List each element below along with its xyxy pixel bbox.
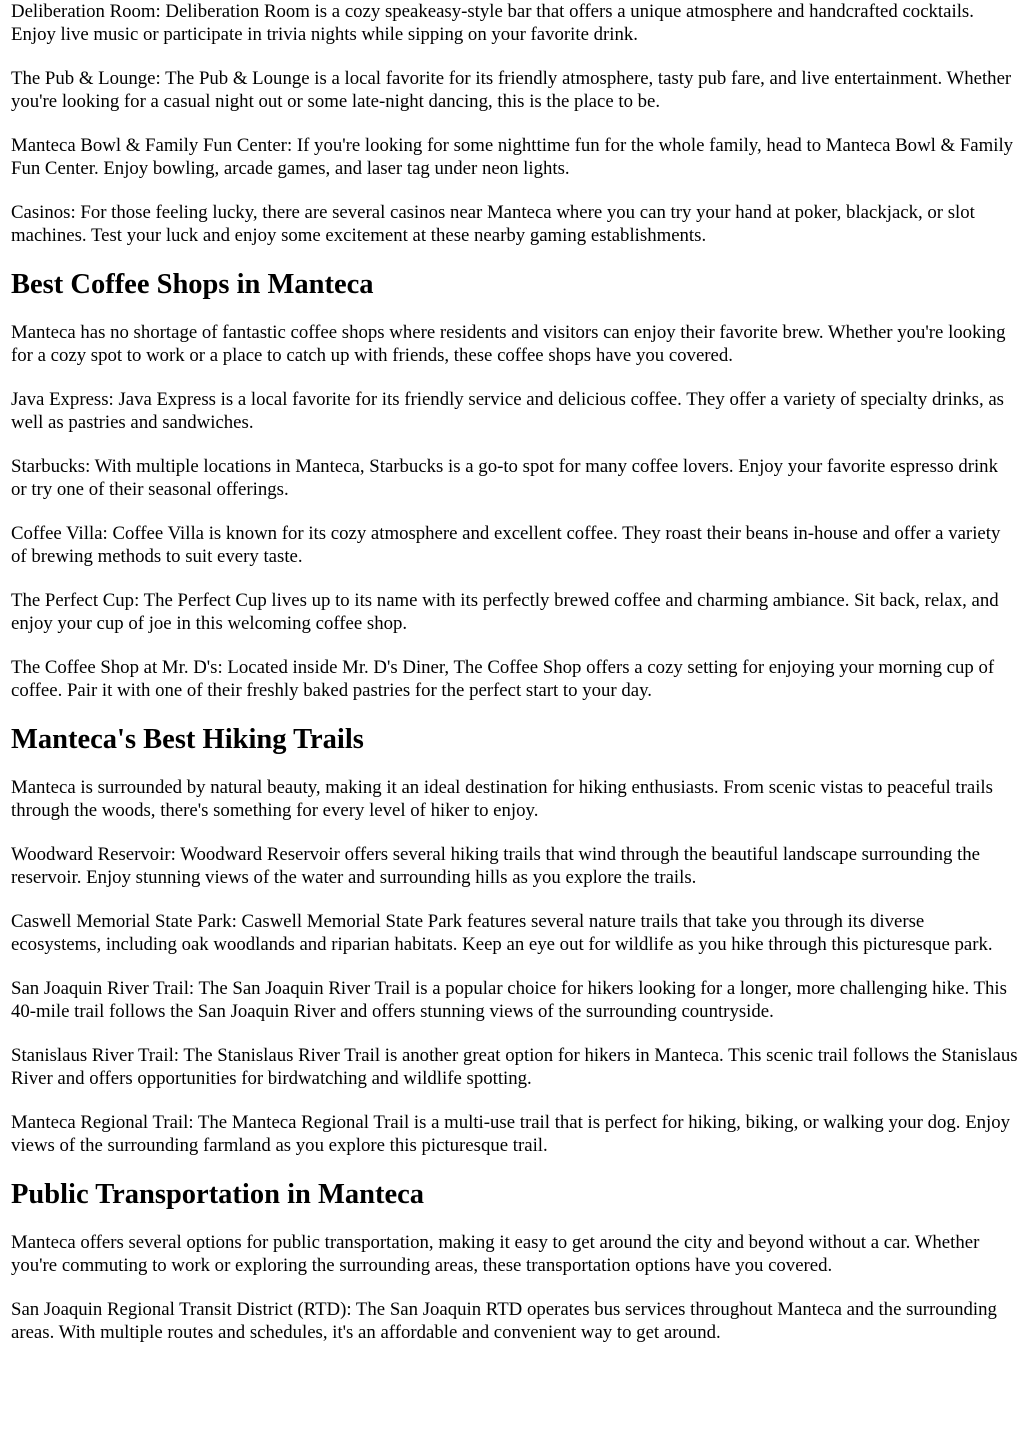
heading-coffee-shops: Best Coffee Shops in Manteca <box>11 269 374 300</box>
paragraph-stanislaus-trail: Stanislaus River Trail: The Stanislaus River Trail is another great option for hikers in Manteca. This scenic trail follows the Stanislaus River and offers opportunities for birdwatching and wildlife spotting. <box>11 1045 1018 1089</box>
paragraph-woodward-reservoir: Woodward Reservoir: Woodward Reservoir offers several hiking trails that wind through the beautiful landscape surrounding the reservoir. Enjoy stunning views of the water and surrounding hills as you explore the trails. <box>11 844 981 888</box>
paragraph-manteca-regional-trail: Manteca Regional Trail: The Manteca Regional Trail is a multi-use trail that is perfect for hiking, biking, or walking your dog. Enjoy views of the surrounding farmland as you explore this picturesque trail. <box>11 1112 1011 1156</box>
heading-hiking-trails: Manteca's Best Hiking Trails <box>11 724 364 755</box>
heading-public-transportation: Public Transportation in Manteca <box>11 1179 424 1210</box>
paragraph-deliberation-room: Deliberation Room: Deliberation Room is a cozy speakeasy-style bar that offers a unique atmosphere and handcrafted cocktails. Enjoy live music or participate in trivia nights while sipping on your favorite drink. <box>11 1 974 45</box>
paragraph-manteca-bowl: Manteca Bowl & Family Fun Center: If you're looking for some nighttime fun for the whole family, head to Manteca Bowl & Family Fun Center. Enjoy bowling, arcade games, and laser tag under neon lights. <box>11 135 1014 179</box>
paragraph-san-joaquin-trail: San Joaquin River Trail: The San Joaquin River Trail is a popular choice for hikers looking for a longer, more challenging hike. This 40-mile trail follows the San Joaquin River and offers stunning views of the surrounding countryside. <box>11 978 1007 1022</box>
paragraph-hiking-intro: Manteca is surrounded by natural beauty, making it an ideal destination for hiking enthusiasts. From scenic vistas to peaceful trails through the woods, there's something for every level of hiker to enjoy. <box>11 777 993 821</box>
paragraph-java-express: Java Express: Java Express is a local favorite for its friendly service and delicious coffee. They offer a variety of specialty drinks, as well as pastries and sandwiches. <box>11 389 1004 433</box>
paragraph-coffee-villa: Coffee Villa: Coffee Villa is known for its cozy atmosphere and excellent coffee. They roast their beans in-house and offer a variety of brewing methods to suit every taste. <box>11 523 1001 567</box>
paragraph-perfect-cup: The Perfect Cup: The Perfect Cup lives up to its name with its perfectly brewed coffee and charming ambiance. Sit back, relax, and enjoy your cup of joe in this welcoming coffee shop. <box>11 590 999 634</box>
paragraph-pub-lounge: The Pub & Lounge: The Pub & Lounge is a local favorite for its friendly atmosphere, tasty pub fare, and live entertainment. Whether you're looking for a casual night out or some late-night dancing, this is the place to be. <box>11 68 1012 112</box>
paragraph-rtd: San Joaquin Regional Transit District (RTD): The San Joaquin RTD operates bus services throughout Manteca and the surrounding areas. With multiple routes and schedules, it's an affordable and convenient way to get around. <box>11 1299 997 1343</box>
paragraph-coffee-intro: Manteca has no shortage of fantastic coffee shops where residents and visitors can enjoy their favorite brew. Whether you're looking for a cozy spot to work or a place to catch up with friends, these coffee shops have you covered. <box>11 322 1006 366</box>
paragraph-casinos: Casinos: For those feeling lucky, there are several casinos near Manteca where you can try your hand at poker, blackjack, or slot machines. Test your luck and enjoy some excitement at these nearby gaming establishments. <box>11 202 975 246</box>
paragraph-coffee-shop-mr-ds: The Coffee Shop at Mr. D's: Located inside Mr. D's Diner, The Coffee Shop offers a cozy setting for enjoying your morning cup of coffee. Pair it with one of their freshly baked pastries for the perfect start to your day. <box>11 657 995 701</box>
paragraph-transport-intro: Manteca offers several options for public transportation, making it easy to get around the city and beyond without a car. Whether you're commuting to work or exploring the surrounding areas, these transportation options have you covered. <box>11 1232 980 1276</box>
paragraph-starbucks: Starbucks: With multiple locations in Manteca, Starbucks is a go-to spot for many coffee lovers. Enjoy your favorite espresso drink or try one of their seasonal offerings. <box>11 456 998 500</box>
paragraph-caswell-park: Caswell Memorial State Park: Caswell Memorial State Park features several nature trails that take you through its diverse ecosystems, including oak woodlands and riparian habitats. Keep an eye out for wildlife as you hike through this picturesque park. <box>11 911 993 955</box>
